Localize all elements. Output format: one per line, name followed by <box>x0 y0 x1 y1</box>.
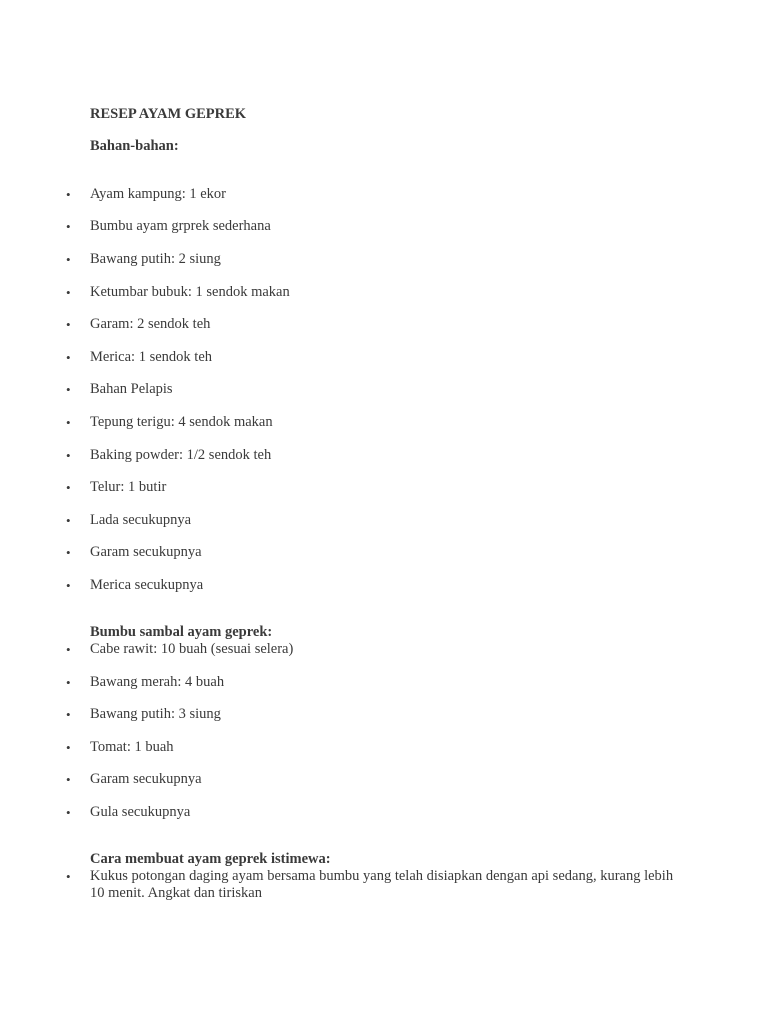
list-item: • Merica secukupnya <box>90 577 690 594</box>
list-item: • Tepung terigu: 4 sendok makan <box>90 414 690 431</box>
section-heading-sambal: Bumbu sambal ayam geprek: <box>90 624 273 640</box>
list-item: • Baking powder: 1/2 sendok teh <box>90 447 690 464</box>
list-item: • Tomat: 1 buah <box>90 739 690 756</box>
list-item: • Bawang putih: 3 siung <box>90 706 690 723</box>
section-heading-steps: Cara membuat ayam geprek istimewa: <box>90 851 331 867</box>
list-item: • Bumbu ayam grprek sederhana <box>90 218 690 235</box>
list-item: • Garam: 2 sendok teh <box>90 316 690 333</box>
list-item: • Garam secukupnya <box>90 544 690 561</box>
list-item: • Lada secukupnya <box>90 512 690 529</box>
list-item: • Kukus potongan daging ayam bersama bumbu yang telah disiapkan dengan api sedang, kurang lebih 10 menit. Angkat dan tiriskan <box>90 868 690 902</box>
list-item: • Gula secukupnya <box>90 804 690 821</box>
list-item: • Bahan Pelapis <box>90 381 690 398</box>
list-item: • Cabe rawit: 10 buah (sesuai selera) <box>90 641 690 658</box>
list-item: • Ayam kampung: 1 ekor <box>90 186 690 203</box>
list-item: • Ketumbar bubuk: 1 sendok makan <box>90 284 690 301</box>
recipe-title: RESEP AYAM GEPREK <box>90 106 247 122</box>
list-item: • Bawang merah: 4 buah <box>90 674 690 691</box>
list-item: • Merica: 1 sendok teh <box>90 349 690 366</box>
list-item: • Telur: 1 butir <box>90 479 690 496</box>
section-heading-ingredients: Bahan-bahan: <box>90 138 179 154</box>
list-item: • Bawang putih: 2 siung <box>90 251 690 268</box>
list-item: • Garam secukupnya <box>90 771 690 788</box>
